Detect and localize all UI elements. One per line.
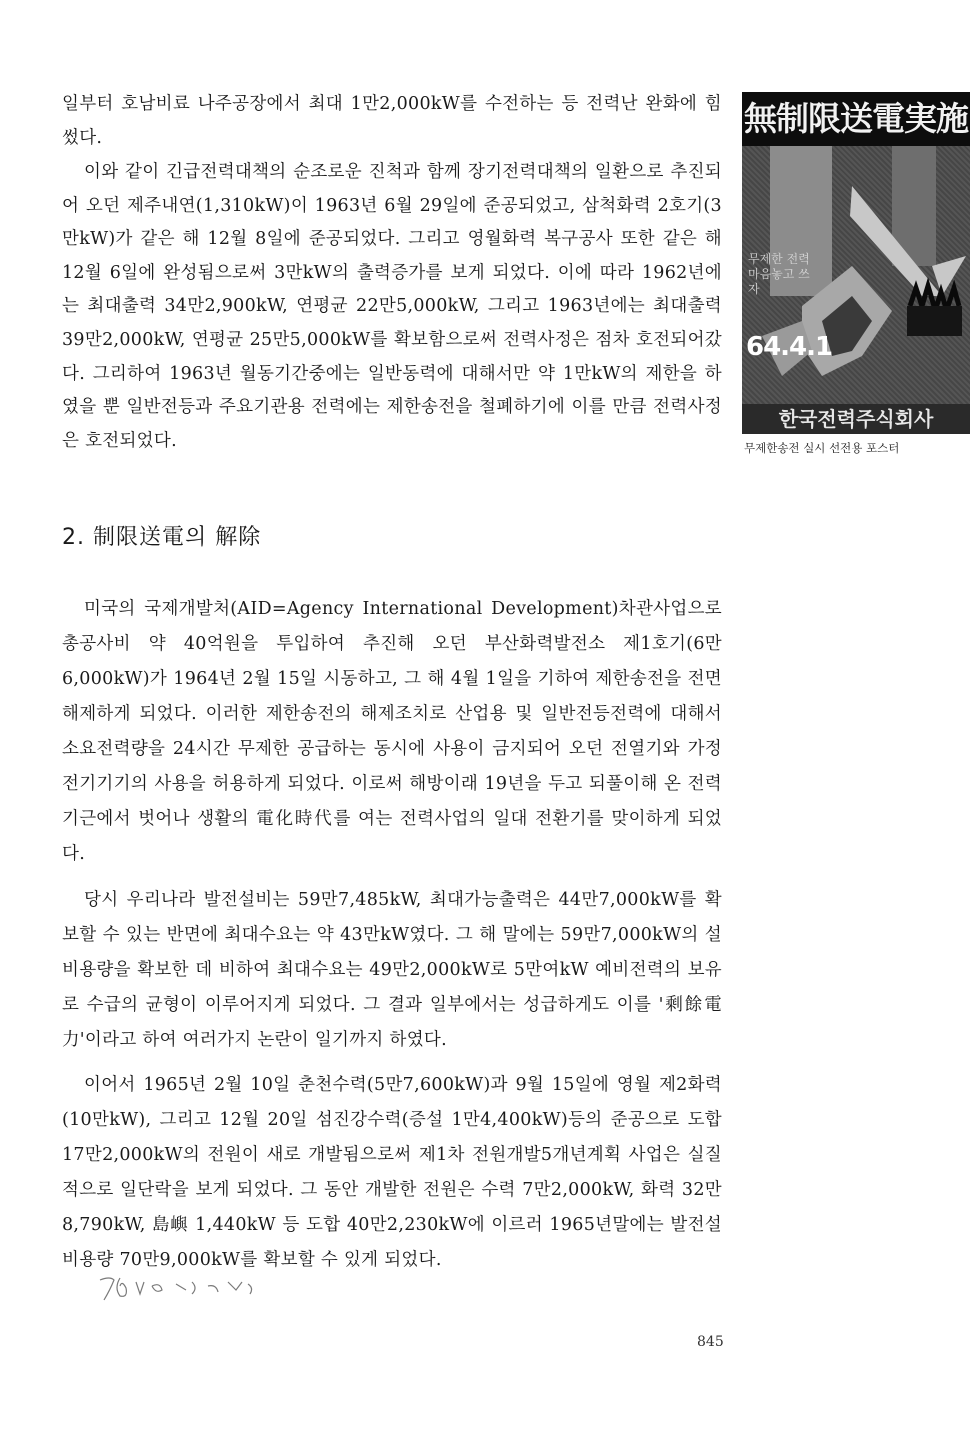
poster-headline: 無制限送電実施: [742, 92, 970, 146]
page-number: 845: [697, 1334, 724, 1350]
section-heading: 2. 制限送電의 解除: [62, 525, 262, 550]
body-paragraph: 일부터 호남비료 나주공장에서 최대 1만2,000kW를 수전하는 등 전력난 완화에 힘썼다.: [62, 94, 722, 148]
body-paragraph: 당시 우리나라 발전설비는 59만7,485kW, 최대가능출력은 44만7,000kW를 확보할 수 있는 반면에 최대수요는 약 43만kW였다. 그 해 말에는 59만7,000kW의 설비용량을 확보한 데 비하여 최대수요는 49만2,000kW로 5만여kW 예비전력의 보유로 수급의 균형이 이루어지게 되었다. 그 결과 일부에서는 성급하게도 이를 '剩餘電力'이라고 하여 여러가지 논란이 일기까지 하였다.: [62, 890, 722, 1050]
poster-slogan: 무제한 전력 마음놓고 쓰자: [748, 252, 810, 296]
figure-caption: 무제한송전 실시 선전용 포스터: [744, 441, 900, 455]
poster-company: 한국전력주식회사: [742, 404, 970, 434]
handwritten-annotation: [96, 1272, 266, 1302]
campaign-poster: [742, 92, 970, 434]
poster-date: 64.4.1: [746, 332, 833, 362]
body-paragraph: 이와 같이 긴급전력대책의 순조로운 진척과 함께 장기전력대책의 일환으로 추진되어 오던 제주내연(1,310kW)이 1963년 6월 29일에 준공되었고, 삼척화력 2호기(3만kW)가 같은 해 12월 8일에 준공되었다. 그리고 영월화력 복구공사 또한 같은 해 12월 6일에 완성됨으로써 3만kW의 출력증가를 보게 되었다. 이에 따라 1962년에는 최대출력 34만2,900kW, 연평균 22만5,000kW, 그리고 1963년에는 최대출력 39만2,000kW, 연평균 25만5,000kW를 확보함으로써 전력사정은 점차 호전되어갔다. 그리하여 1963년 월동기간중에는 일반동력에 대해서만 약 1만kW의 제한을 하였을 뿐 일반전등과 주요기관용 전력에는 제한송전을 철폐하기에 이를 만큼 전력사정은 호전되었다.: [62, 162, 722, 451]
body-paragraph: 미국의 국제개발처(AID=Agency International Development)차관사업으로 총공사비 약 40억원을 투입하여 추진해 오던 부산화력발전소 제1호기(6만6,000kW)가 1964년 2월 15일 시동하고, 그 해 4월 1일을 기하여 제한송전을 전면해제하게 되었다. 이러한 제한송전의 해제조치로 산업용 및 일반전등전력에 대해서 소요전력량을 24시간 무제한 공급하는 동시에 사용이 금지되어 오던 전열기와 가정전기기기의 사용을 허용하게 되었다. 이로써 해방이래 19년을 두고 되풀이해 온 전력기근에서 벗어나 생활의 電化時代를 여는 전력사업의 일대 전환기를 맞이하게 되었다.: [62, 599, 722, 864]
body-paragraph: 이어서 1965년 2월 10일 춘천수력(5만7,600kW)과 9월 15일에 영월 제2화력(10만kW), 그리고 12월 20일 섬진강수력(증설 1만4,400kW)등의 준공으로 도합 17만2,000kW의 전원이 새로 개발됨으로써 제1차 전원개발5개년계획 사업은 실질적으로 일단락을 보게 되었다. 그 동안 개발한 전원은 수력 7만2,000kW, 화력 32만8,790kW, 島嶼 1,440kW 등 도합 40만2,230kW에 이르러 1965년말에는 발전설비용량 70만9,000kW를 확보할 수 있게 되었다.: [62, 1075, 722, 1270]
